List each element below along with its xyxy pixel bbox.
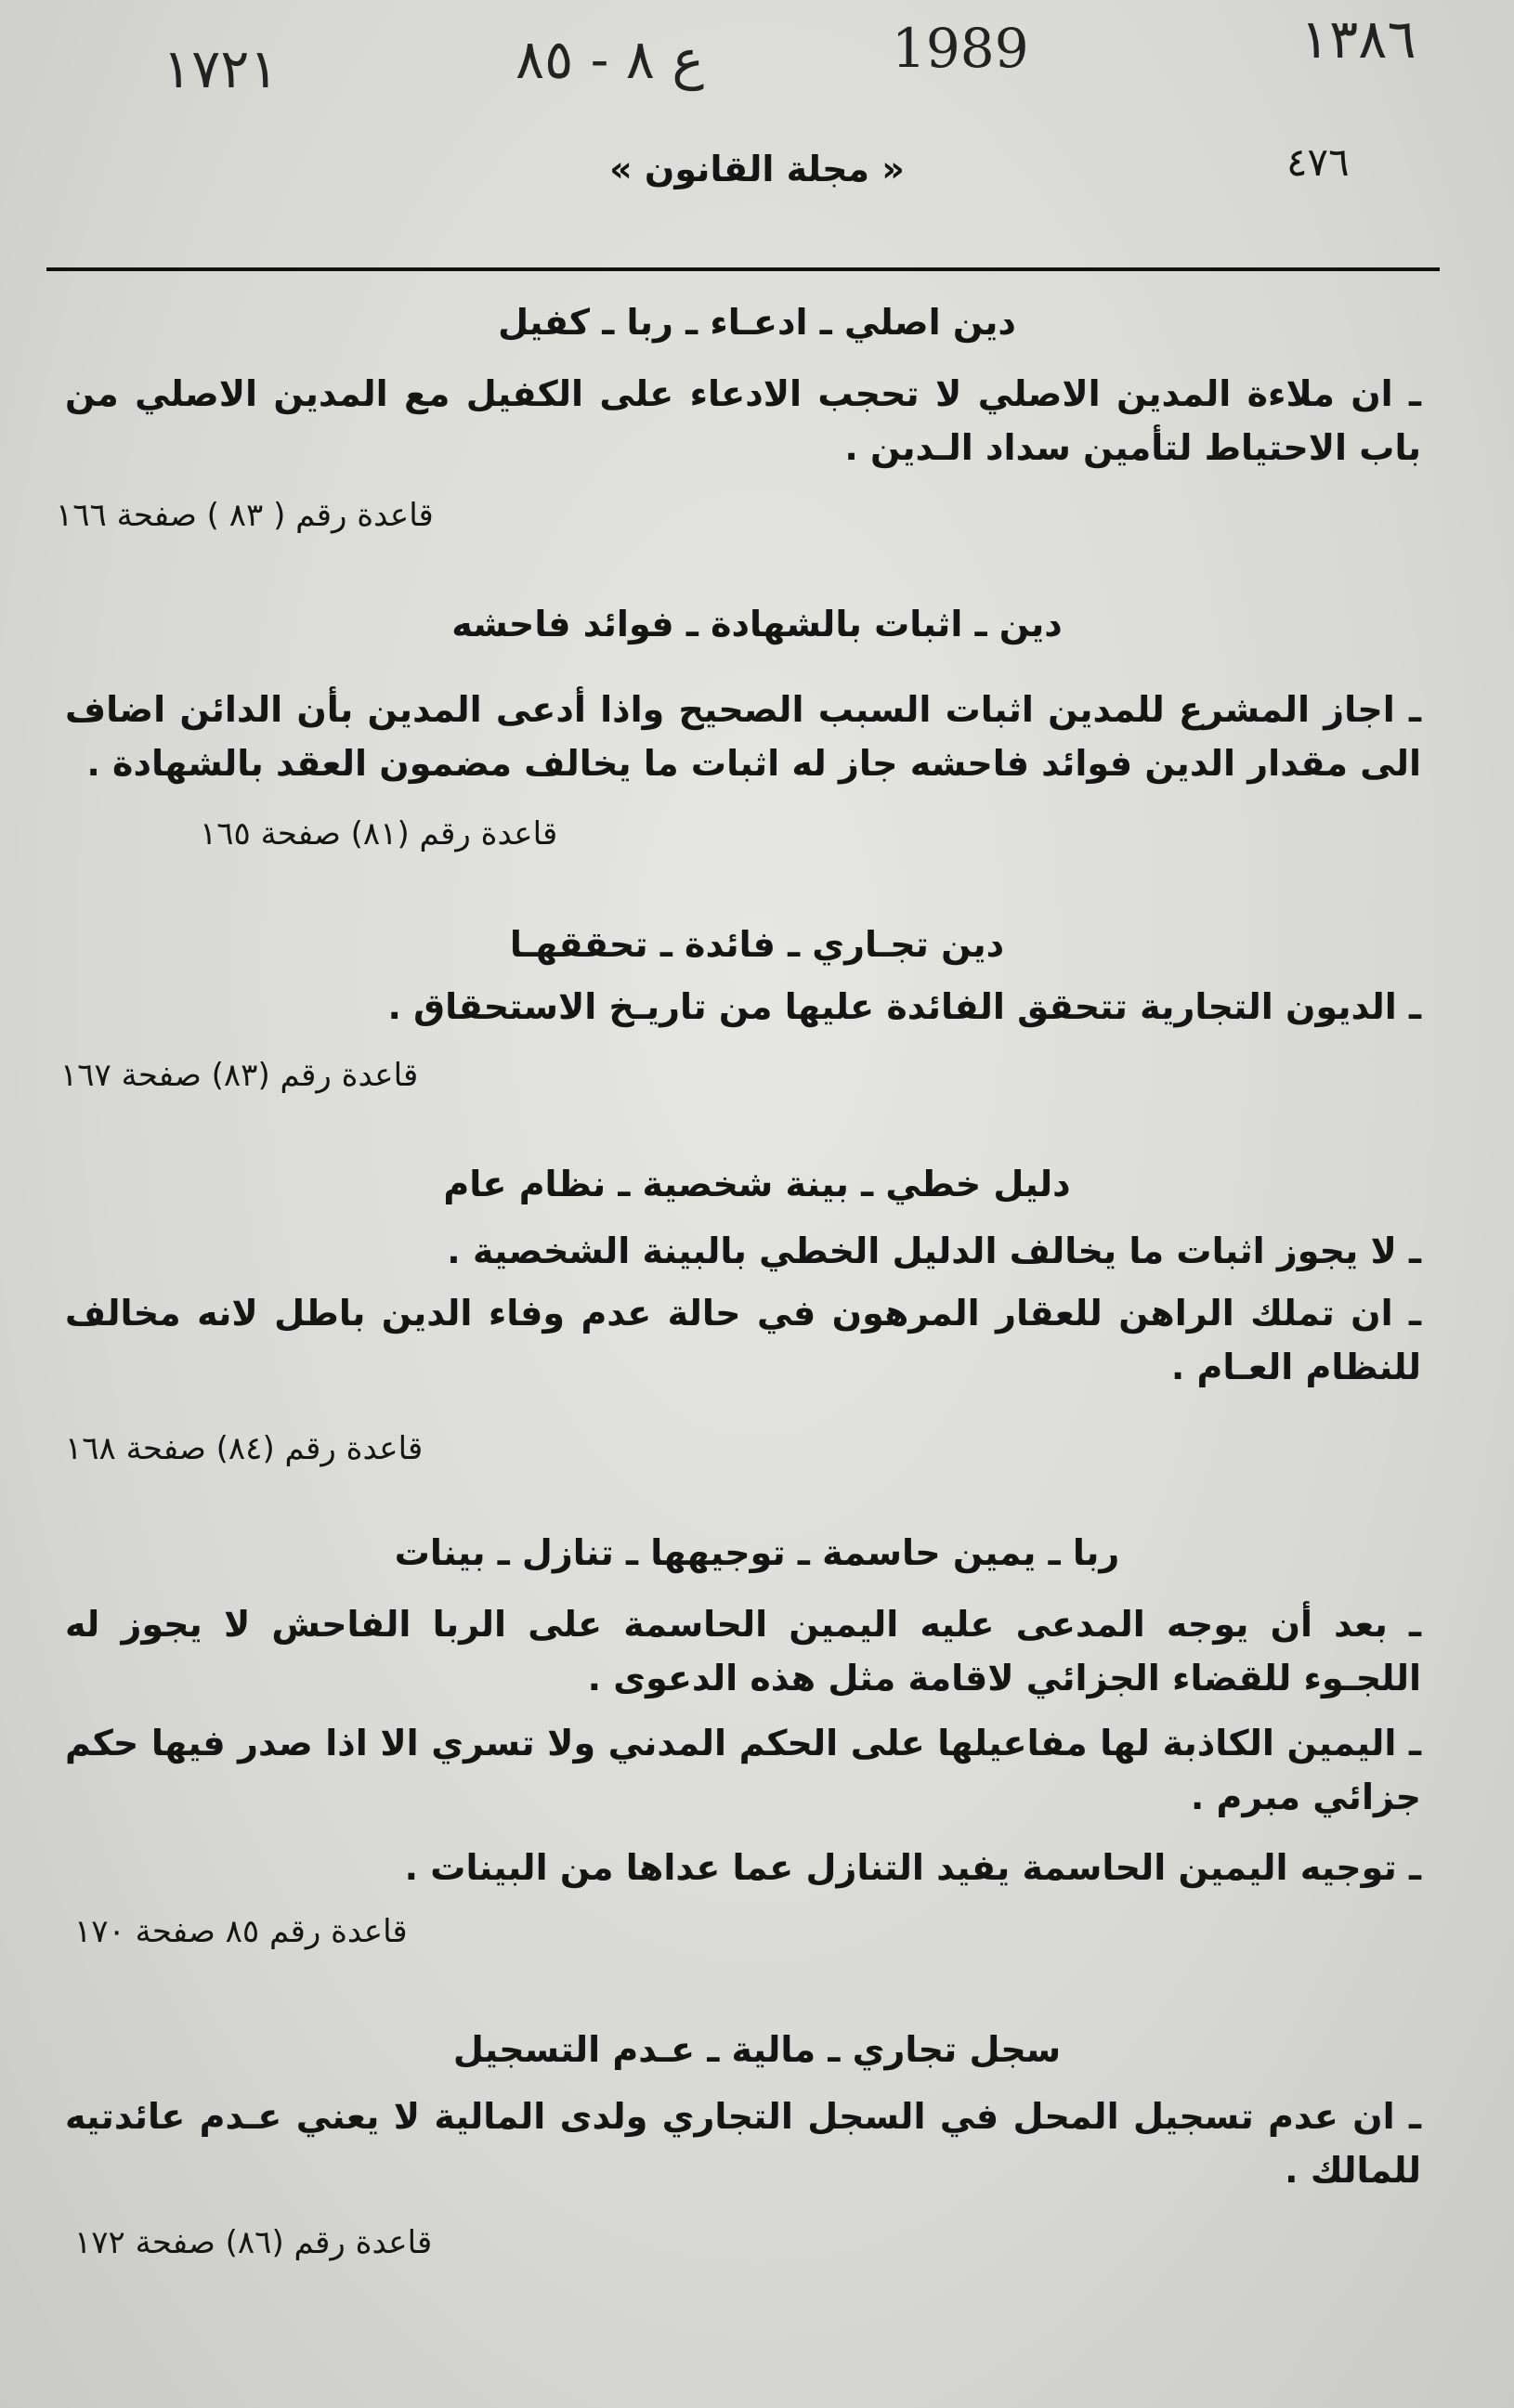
- rule-reference: قاعدة رقم (٨٣) صفحة ١٦٧: [60, 1057, 419, 1094]
- section-heading: سجل تجاري ـ مالية ـ عـدم التسجيل: [452, 2029, 1062, 2070]
- header-divider: [46, 267, 1440, 271]
- handwritten-note-1: ١٧٢١: [163, 37, 279, 100]
- section-heading: دليل خطي ـ بينة شخصية ـ نظام عام: [443, 1164, 1071, 1204]
- handwritten-note-2: ع ٨ - ٨٥: [516, 28, 704, 91]
- handwritten-note-4: ١٣٨٦: [1300, 7, 1416, 71]
- page-number: ٤٧٦: [1286, 139, 1350, 185]
- section-heading: دين اصلي ـ ادعـاء ـ ربا ـ كفيل: [498, 302, 1016, 343]
- rule-reference: قاعدة رقم (٨١) صفحة ١٦٥: [200, 815, 558, 853]
- section-paragraph: ـ ان تملك الراهن للعقار المرهون في حالة عدم وفاء الدين باطل لانه مخالف للنظام العـام .: [65, 1293, 1421, 1387]
- section-paragraph: ـ اجاز المشرع للمدين اثبات السبب الصحيح واذا أدعى المدين بأن الدائن اضاف الى مقدار الدين فوائد فاحشه جاز له اثبات ما يخالف مضمون العقد بالشهادة .: [65, 689, 1421, 784]
- section-paragraph: ـ الديون التجارية تتحقق الفائدة عليها من تاريـخ الاستحقاق .: [387, 986, 1421, 1027]
- section-paragraph: ـ لا يجوز اثبات ما يخالف الدليل الخطي بالبينة الشخصية .: [447, 1230, 1421, 1271]
- section-heading: دين تجـاري ـ فائدة ـ تحققهـا: [509, 924, 1005, 965]
- section-heading: دين ـ اثبات بالشهادة ـ فوائد فاحشه: [451, 604, 1063, 644]
- rule-reference: قاعدة رقم (٨٤) صفحة ١٦٨: [65, 1430, 424, 1467]
- rule-reference: قاعدة رقم ( ٨٣ ) صفحة ١٦٦: [56, 497, 434, 534]
- section-paragraph: ـ بعد أن يوجه المدعى عليه اليمين الحاسمة على الربا الفاحش لا يجوز له اللجـوء للقضاء الجزائي لاقامة مثل هذه الدعوى .: [65, 1604, 1421, 1699]
- rule-reference: قاعدة رقم (٨٦) صفحة ١٧٢: [74, 2224, 433, 2261]
- section-paragraph: ـ ان ملاءة المدين الاصلي لا تحجب الادعاء على الكفيل مع المدين الاصلي من باب الاحتياط لتأمين سداد الـدين .: [65, 373, 1421, 468]
- section-paragraph: ـ اليمين الكاذبة لها مفاعيلها على الحكم المدني ولا تسري الا اذا صدر فيها حكم جزائي مبرم .: [65, 1723, 1421, 1817]
- section-heading: ربا ـ يمين حاسمة ـ توجيهها ـ تنازل ـ بينات: [394, 1532, 1120, 1573]
- handwritten-note-3: 1989: [892, 17, 1029, 80]
- journal-title: « مجلة القانون »: [609, 149, 905, 189]
- section-paragraph: ـ ان عدم تسجيل المحل في السجل التجاري ولدى المالية لا يعني عـدم عائدتيه للمالك .: [65, 2096, 1421, 2191]
- section-paragraph: ـ توجيه اليمين الحاسمة يفيد التنازل عما عداها من البينات .: [404, 1847, 1421, 1888]
- rule-reference: قاعدة رقم ٨٥ صفحة ١٧٠: [74, 1913, 408, 1950]
